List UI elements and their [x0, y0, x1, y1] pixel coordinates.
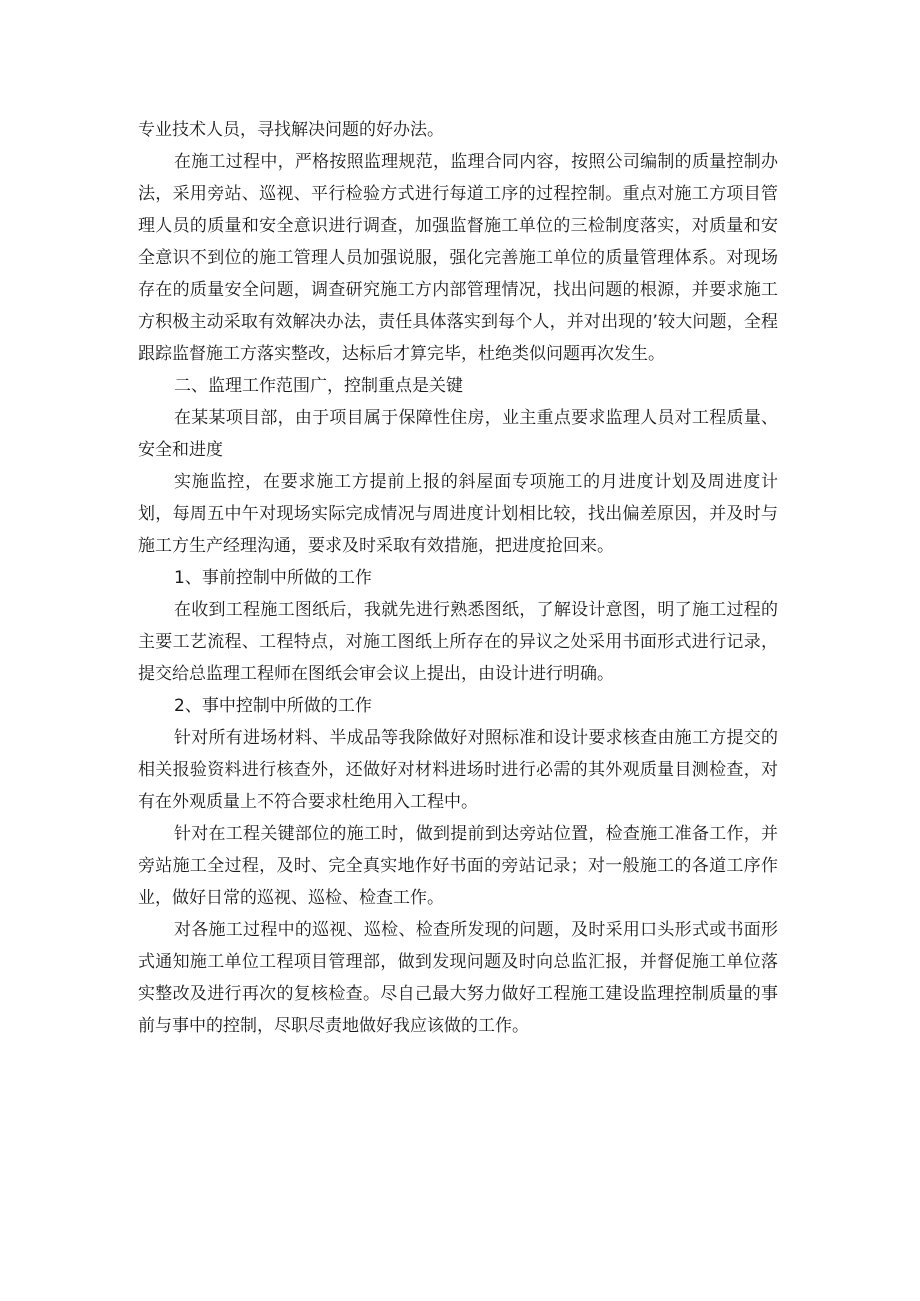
paragraph-8: 对各施工过程中的巡视、巡检、检查所发现的问题，及时采用口头形式或书面形式通知施工单位工程项目管理部，做到发现问题及时向总监汇报，并督促施工单位落实整改及进行再次的复核检查。尽自己最大努力做好工程施工建设监理控制质量的事前与事中的控制，尽职尽责地做好我应该做的工作。	[138, 920, 778, 1036]
paragraph-3: 在某某项目部，由于项目属于保障性住房，业主重点要求监理人员对工程质量、安全和进度	[138, 408, 778, 460]
document-body	[138, 114, 778, 1042]
paragraph-6: 针对所有进场材料、半成品等我除做好对照标准和设计要求核查由施工方提交的相关报验资料进行核查外，还做好对材料进场时进行必需的其外观质量目测检查，对有在外观质量上不符合要求杜绝用入工程中。	[138, 728, 778, 812]
paragraph-1: 专业技术人员，寻找解决问题的好办法。	[138, 120, 444, 140]
paragraph-2: 在施工过程中，严格按照监理规范，监理合同内容，按照公司编制的质量控制办法，采用旁站、巡视、平行检验方式进行每道工序的过程控制。重点对施工方项目管理人员的质量和安全意识进行调查，加强监督施工单位的三检制度落实，对质量和安全意识不到位的施工管理人员加强说服，强化完善施工单位的质量管理体系。对现场存在的质量安全问题，调查研究施工方内部管理情况，找出问题的根源，并要求施工方积极主动采取有效解决办法，责任具体落实到每个人，并对出现的’较大问题，全程跟踪监督施工方落实整改，达标后才算完毕，杜绝类似问题再次发生。	[138, 152, 778, 364]
subheading-2: 2、事中控制中所做的工作	[174, 696, 372, 716]
paragraph-4: 实施监控，在要求施工方提前上报的斜屋面专项施工的月进度计划及周进度计划，每周五中午对现场实际完成情况与周进度计划相比较，找出偏差原因，并及时与施工方生产经理沟通，要求及时采取有效措施，把进度抢回来。	[138, 472, 778, 556]
paragraph-7: 针对在工程关键部位的施工时，做到提前到达旁站位置，检查施工准备工作，并旁站施工全过程，及时、完全真实地作好书面的旁站记录；对一般施工的各道工序作业，做好日常的巡视、巡检、检查工作。	[138, 824, 778, 908]
subheading-1: 1、事前控制中所做的工作	[174, 568, 372, 588]
paragraph-5: 在收到工程施工图纸后，我就先进行熟悉图纸，了解设计意图，明了施工过程的主要工艺流程、工程特点，对施工图纸上所存在的异议之处采用书面形式进行记录，提交给总监理工程师在图纸会审会议上提出，由设计进行明确。	[138, 600, 778, 684]
section-heading-2: 二、监理工作范围广，控制重点是关键	[174, 376, 463, 396]
